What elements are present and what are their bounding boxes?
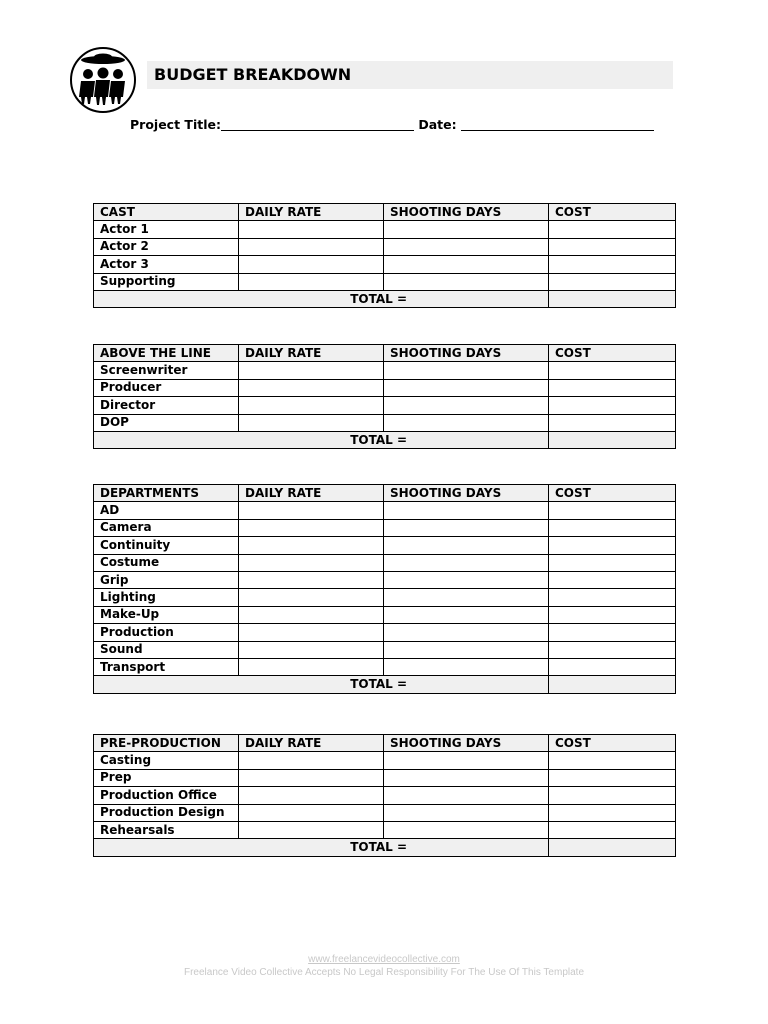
cost-cell[interactable] [549,379,676,396]
line-item-label: Production [94,624,239,641]
budget-table-cast [93,203,676,308]
cost-cell[interactable] [549,624,676,641]
table-row [94,787,676,804]
table-row [94,221,676,238]
column-header: COST [549,345,676,362]
cost-cell[interactable] [549,273,676,290]
line-item-label: Actor 2 [94,238,239,255]
line-item-label: DOP [94,414,239,431]
cost-cell[interactable] [549,537,676,554]
table-row [94,519,676,536]
shooting-days-cell[interactable] [384,519,549,536]
total-value-cell[interactable] [549,290,676,307]
shooting-days-cell[interactable] [384,769,549,786]
section-heading: PRE-PRODUCTION [94,735,239,752]
shooting-days-cell[interactable] [384,804,549,821]
total-label: TOTAL = [94,676,549,693]
table-row [94,273,676,290]
cost-cell[interactable] [549,397,676,414]
section-heading: DEPARTMENTS [94,485,239,502]
shooting-days-cell[interactable] [384,641,549,658]
table-row [94,769,676,786]
column-header: DAILY RATE [239,345,384,362]
column-header: SHOOTING DAYS [384,735,549,752]
column-header: SHOOTING DAYS [384,345,549,362]
collective-logo-icon [68,47,138,113]
budget-table-departments [93,484,676,694]
daily-rate-cell[interactable] [239,502,384,519]
column-header: COST [549,485,676,502]
line-item-label: Screenwriter [94,362,239,379]
daily-rate-cell[interactable] [239,414,384,431]
shooting-days-cell[interactable] [384,397,549,414]
column-header: SHOOTING DAYS [384,485,549,502]
total-row [94,431,676,448]
line-item-label: Actor 3 [94,256,239,273]
line-item-label: Prep [94,769,239,786]
table-row [94,752,676,769]
line-item-label: Lighting [94,589,239,606]
shooting-days-cell[interactable] [384,787,549,804]
section-heading: ABOVE THE LINE [94,345,239,362]
table-row [94,397,676,414]
table-header-row [94,485,676,502]
cost-cell[interactable] [549,256,676,273]
daily-rate-cell[interactable] [239,589,384,606]
cost-cell[interactable] [549,238,676,255]
line-item-label: Supporting [94,273,239,290]
cost-cell[interactable] [549,589,676,606]
daily-rate-cell[interactable] [239,624,384,641]
daily-rate-cell[interactable] [239,658,384,675]
cost-cell[interactable] [549,658,676,675]
shooting-days-cell[interactable] [384,273,549,290]
line-item-label: Casting [94,752,239,769]
shooting-days-cell[interactable] [384,624,549,641]
cost-cell[interactable] [549,769,676,786]
line-item-label: Continuity [94,537,239,554]
table-row [94,606,676,623]
line-item-label: Actor 1 [94,221,239,238]
line-item-label: Production Design [94,804,239,821]
daily-rate-cell[interactable] [239,273,384,290]
table-row [94,256,676,273]
cost-cell[interactable] [549,787,676,804]
line-item-label: Production Office [94,787,239,804]
daily-rate-cell[interactable] [239,256,384,273]
column-header: DAILY RATE [239,735,384,752]
table-row [94,641,676,658]
total-row [94,839,676,856]
table-row [94,502,676,519]
daily-rate-cell[interactable] [239,537,384,554]
cost-cell[interactable] [549,821,676,838]
shooting-days-cell[interactable] [384,571,549,588]
daily-rate-cell[interactable] [239,221,384,238]
table-row [94,362,676,379]
table-row [94,554,676,571]
column-header: COST [549,735,676,752]
shooting-days-cell[interactable] [384,658,549,675]
shooting-days-cell[interactable] [384,238,549,255]
line-item-label: AD [94,502,239,519]
line-item-label: Costume [94,554,239,571]
daily-rate-cell[interactable] [239,362,384,379]
daily-rate-cell[interactable] [239,787,384,804]
section-heading: CAST [94,204,239,221]
daily-rate-cell[interactable] [239,238,384,255]
line-item-label: Camera [94,519,239,536]
table-row [94,804,676,821]
line-item-label: Director [94,397,239,414]
table-header-row [94,735,676,752]
line-item-label: Rehearsals [94,821,239,838]
shooting-days-cell[interactable] [384,554,549,571]
project-title-label: Project Title: [130,117,221,132]
shooting-days-cell[interactable] [384,502,549,519]
table-row [94,624,676,641]
shooting-days-cell[interactable] [384,821,549,838]
date-field[interactable] [461,117,654,131]
table-header-row [94,345,676,362]
cost-cell[interactable] [549,519,676,536]
table-row [94,379,676,396]
cost-cell[interactable] [549,502,676,519]
cost-cell[interactable] [549,804,676,821]
table-row [94,821,676,838]
table-row [94,571,676,588]
shooting-days-cell[interactable] [384,414,549,431]
shooting-days-cell[interactable] [384,256,549,273]
daily-rate-cell[interactable] [239,519,384,536]
daily-rate-cell[interactable] [239,606,384,623]
cost-cell[interactable] [549,414,676,431]
daily-rate-cell[interactable] [239,641,384,658]
line-item-label: Grip [94,571,239,588]
cost-cell[interactable] [549,571,676,588]
shooting-days-cell[interactable] [384,362,549,379]
total-label: TOTAL = [94,290,549,307]
shooting-days-cell[interactable] [384,379,549,396]
total-row [94,676,676,693]
daily-rate-cell[interactable] [239,769,384,786]
shooting-days-cell[interactable] [384,221,549,238]
total-label: TOTAL = [94,431,549,448]
line-item-label: Transport [94,658,239,675]
daily-rate-cell[interactable] [239,571,384,588]
daily-rate-cell[interactable] [239,379,384,396]
line-item-label: Sound [94,641,239,658]
total-value-cell[interactable] [549,839,676,856]
table-row [94,537,676,554]
table-header-row [94,204,676,221]
column-header: DAILY RATE [239,485,384,502]
footer-url-link[interactable]: www.freelancevideocollective.com [308,954,460,965]
column-header: SHOOTING DAYS [384,204,549,221]
line-item-label: Make-Up [94,606,239,623]
column-header: DAILY RATE [239,204,384,221]
project-info-line [130,117,654,132]
shooting-days-cell[interactable] [384,752,549,769]
cost-cell[interactable] [549,221,676,238]
total-label: TOTAL = [94,839,549,856]
total-value-cell[interactable] [549,676,676,693]
budget-table-pre-production [93,734,676,857]
daily-rate-cell[interactable] [239,821,384,838]
table-row [94,658,676,675]
page-title: BUDGET BREAKDOWN [147,61,673,89]
shooting-days-cell[interactable] [384,537,549,554]
column-header: COST [549,204,676,221]
footer-disclaimer: Freelance Video Collective Accepts No Legal Responsibility For The Use Of This Template [183,967,584,978]
daily-rate-cell[interactable] [239,752,384,769]
daily-rate-cell[interactable] [239,804,384,821]
table-row [94,414,676,431]
shooting-days-cell[interactable] [384,589,549,606]
table-row [94,589,676,606]
date-label: Date: [418,117,457,132]
project-title-field[interactable] [221,117,414,131]
cost-cell[interactable] [549,641,676,658]
cost-cell[interactable] [549,752,676,769]
daily-rate-cell[interactable] [239,397,384,414]
total-row [94,290,676,307]
cost-cell[interactable] [549,362,676,379]
table-row [94,238,676,255]
total-value-cell[interactable] [549,431,676,448]
cost-cell[interactable] [549,606,676,623]
cost-cell[interactable] [549,554,676,571]
budget-table-above-the-line [93,344,676,449]
line-item-label: Producer [94,379,239,396]
shooting-days-cell[interactable] [384,606,549,623]
daily-rate-cell[interactable] [239,554,384,571]
